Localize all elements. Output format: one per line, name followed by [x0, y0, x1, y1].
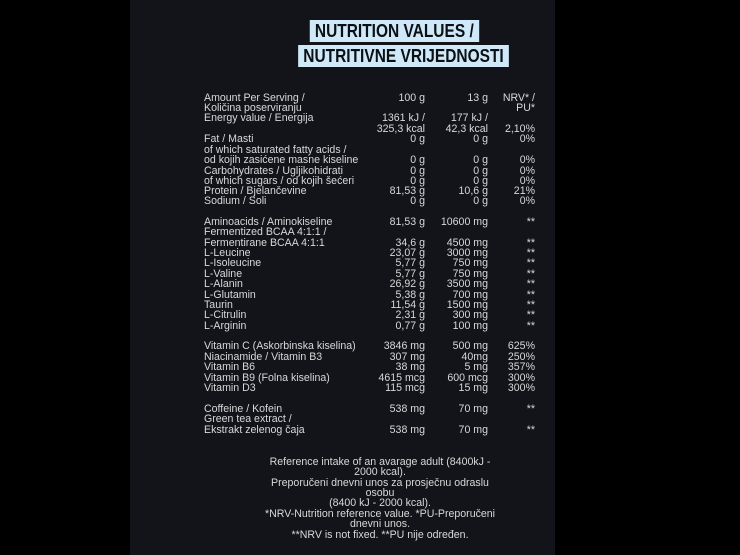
nrv-value: **: [526, 268, 535, 280]
per-100g-value: 4615 mcg: [378, 372, 425, 384]
table-row: [0, 227, 740, 238]
per-serving-value: 600 mcg: [447, 372, 488, 384]
nrv-value: **: [526, 216, 535, 228]
nrv-value: 250%: [507, 351, 535, 363]
per-100g-value: 115 mcg: [385, 382, 425, 394]
per-serving-value: 0 g: [473, 133, 488, 145]
nrv-value: PU*: [516, 102, 535, 114]
nrv-value: **: [526, 237, 535, 249]
per-100g-value: 81,53 g: [389, 185, 425, 197]
nrv-value: 0%: [519, 175, 535, 187]
row-label: of which saturated fatty acids /: [204, 144, 347, 156]
row-label: Vitamin C (Askorbinska kiselina): [204, 340, 356, 352]
per-serving-value: 0 g: [473, 175, 488, 187]
table-row: [0, 113, 740, 124]
per-100g-value: 23,07 g: [389, 247, 425, 259]
row-label: Carbohydrates / Ugljikohidrati: [204, 165, 343, 177]
per-serving-value: 0 g: [473, 195, 488, 207]
row-label: od kojih zasićene masne kiseline: [204, 154, 359, 166]
nrv-value: **: [526, 257, 535, 269]
table-row: [0, 196, 740, 207]
table-row: [0, 362, 740, 373]
per-serving-value: 42,3 kcal: [445, 123, 488, 135]
nrv-value: 300%: [507, 382, 535, 394]
per-100g-value: 26,92 g: [389, 278, 425, 290]
nrv-value: **: [526, 289, 535, 301]
table-row: [0, 383, 740, 394]
per-100g-value: 0 g: [410, 133, 425, 145]
nrv-value: **: [526, 278, 535, 290]
per-100g-value: 307 mg: [389, 351, 425, 363]
footer-line: *NRV-Nutrition reference value. *PU-Preporučeni: [264, 508, 496, 520]
per-serving-value: 5 mg: [464, 361, 488, 373]
footer-line: Reference intake of an avarage adult (8400kJ -: [269, 456, 491, 468]
footer-line: dnevni unos.: [349, 518, 411, 530]
per-serving-value: 750 mg: [452, 257, 488, 269]
nrv-value: 2,10%: [504, 123, 535, 135]
row-label: Fermentized BCAA 4:1:1 /: [204, 226, 327, 238]
row-label: Fermentirane BCAA 4:1:1: [204, 237, 325, 249]
per-100g-value: 81,53 g: [389, 216, 425, 228]
per-100g-value: 325,3 kcal: [376, 123, 425, 135]
table-row: [0, 425, 740, 436]
row-label: of which sugars / od kojih šećeri: [204, 175, 355, 187]
nrv-value: 625%: [507, 340, 535, 352]
row-label: L-Isoleucine: [204, 257, 262, 269]
table-row: [0, 341, 740, 352]
per-100g-value: 38 mg: [395, 361, 425, 373]
row-label: Fat / Masti: [204, 133, 254, 145]
row-label: Sodium / Soli: [204, 195, 267, 207]
per-100g-value: 5,77 g: [395, 268, 425, 280]
nrv-value: **: [526, 247, 535, 259]
nrv-value: **: [526, 299, 535, 311]
row-label: Green tea extract /: [204, 413, 292, 425]
nrv-value: **: [526, 403, 535, 415]
per-serving-value: 750 mg: [452, 268, 488, 280]
row-label: Taurin: [204, 299, 233, 311]
per-serving-value: 0 g: [473, 165, 488, 177]
per-serving-value: 70 mg: [458, 424, 488, 436]
per-serving-value: 700 mg: [452, 289, 488, 301]
per-100g-value: 3846 mg: [383, 340, 425, 352]
row-label: Energy value / Energija: [204, 112, 314, 124]
per-100g-value: 0,77 g: [395, 320, 425, 332]
per-serving-value: 500 mg: [452, 340, 488, 352]
per-serving-value: 177 kJ /: [450, 112, 488, 124]
row-label: Ekstrakt zelenog čaja: [204, 424, 305, 436]
per-serving-value: 3000 mg: [446, 247, 488, 259]
per-100g-value: 2,31 g: [395, 309, 425, 321]
nrv-value: 357%: [507, 361, 535, 373]
footer-line: **NRV is not fixed. **PU nije određen.: [291, 529, 469, 541]
table-row: [0, 258, 740, 269]
per-100g-value: 0 g: [410, 165, 425, 177]
nrv-value: NRV* /: [502, 92, 535, 104]
per-100g-value: 1361 kJ /: [382, 112, 425, 124]
row-label: Vitamin B6: [204, 361, 256, 373]
row-label: Coffeine / Kofein: [204, 403, 283, 415]
nrv-value: 0%: [519, 165, 535, 177]
per-serving-value: 15 mg: [458, 382, 488, 394]
per-100g-value: 0 g: [410, 175, 425, 187]
row-label: Količina poserviranju: [204, 102, 302, 114]
table-row: [0, 155, 740, 166]
per-serving-value: 1500 mg: [446, 299, 488, 311]
table-row: [0, 310, 740, 321]
row-label: Aminoacids / Aminokiseline: [204, 216, 333, 228]
row-label: Vitamin D3: [204, 382, 256, 394]
nrv-value: **: [526, 424, 535, 436]
row-label: Niacinamide / Vitamin B3: [204, 351, 323, 363]
nrv-value: 0%: [519, 195, 535, 207]
nrv-value: **: [526, 309, 535, 321]
per-serving-value: 3500 mg: [446, 278, 488, 290]
row-label: L-Alanin: [204, 278, 243, 290]
per-serving-value: 70 mg: [458, 403, 488, 415]
title-line-2: NUTRITIVNE VRIJEDNOSTI: [298, 45, 509, 67]
row-label: Vitamin B9 (Folna kiselina): [204, 372, 330, 384]
nrv-value: 21%: [513, 185, 535, 197]
table-row: [0, 414, 740, 425]
row-label: Amount Per Serving /: [204, 92, 305, 104]
per-100g-value: 5,38 g: [395, 289, 425, 301]
per-100g-value: 100 g: [398, 92, 425, 104]
per-serving-value: 300 mg: [452, 309, 488, 321]
table-row: [0, 134, 740, 145]
per-100g-value: 0 g: [410, 195, 425, 207]
footer-line: (8400 kJ - 2000 kcal).: [329, 497, 431, 509]
row-label: Protein / Bjelančevine: [204, 185, 307, 197]
per-serving-value: 0 g: [473, 154, 488, 166]
footer-line: Preporučeni dnevni unos za prosječnu odraslu: [271, 477, 489, 489]
row-label: L-Glutamin: [204, 289, 256, 301]
row-label: L-Leucine: [204, 247, 251, 259]
table-row: [0, 279, 740, 290]
per-100g-value: 34,6 g: [395, 237, 425, 249]
title-line-1: NUTRITION VALUES /: [310, 20, 479, 42]
row-label: L-Valine: [204, 268, 243, 280]
table-row: [0, 321, 740, 332]
per-serving-value: 100 mg: [452, 320, 488, 332]
footer-line: 2000 kcal).: [354, 466, 406, 478]
per-serving-value: 10,6 g: [458, 185, 488, 197]
per-serving-value: 40mg: [461, 351, 488, 363]
per-100g-value: 538 mg: [389, 424, 425, 436]
footer-line: osobu: [365, 487, 395, 499]
per-100g-value: 0 g: [410, 154, 425, 166]
per-serving-value: 10600 mg: [440, 216, 488, 228]
row-label: L-Arginin: [204, 320, 247, 332]
row-label: L-Citrulin: [204, 309, 247, 321]
nrv-value: 0%: [519, 133, 535, 145]
per-100g-value: 538 mg: [389, 403, 425, 415]
per-100g-value: 11,54 g: [390, 299, 425, 311]
per-serving-value: 4500 mg: [446, 237, 488, 249]
nrv-value: 0%: [519, 154, 535, 166]
per-100g-value: 5,77 g: [395, 257, 425, 269]
nrv-value: 300%: [507, 372, 535, 384]
nrv-value: **: [526, 320, 535, 332]
per-serving-value: 13 g: [467, 92, 488, 104]
